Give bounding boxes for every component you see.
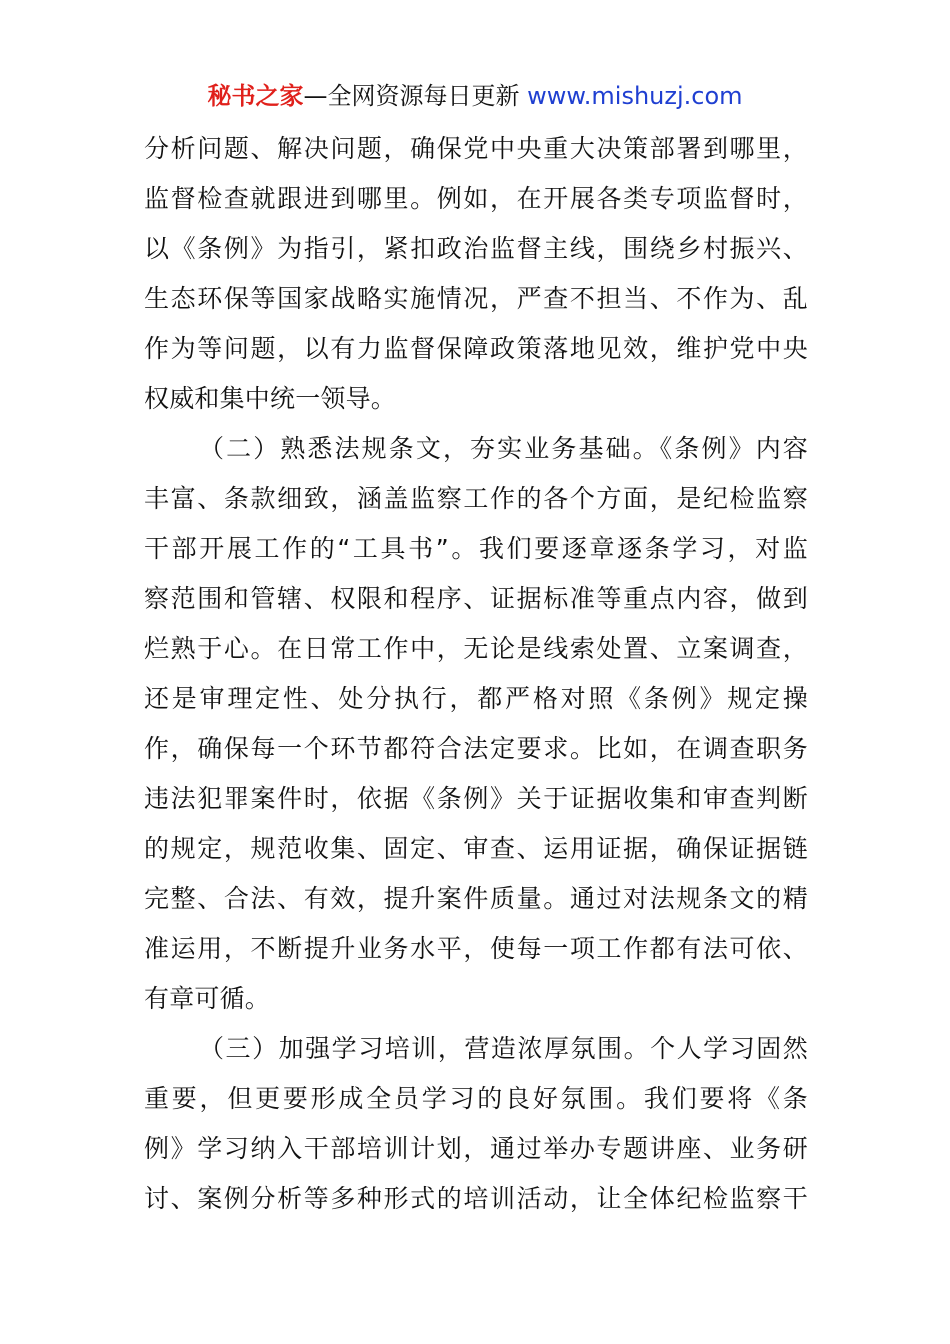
paragraph-2 <box>144 424 808 1024</box>
text-line: 干部开展工作的“工具书”。我们要逐章逐条学习，对监 <box>144 534 808 563</box>
text-line: 生态环保等国家战略实施情况，严查不担当、不作为、乱 <box>144 284 808 313</box>
text-line: 的规定，规范收集、固定、审查、运用证据，确保证据链 <box>144 834 808 863</box>
site-url-link[interactable]: www.mishuzj.com <box>527 82 743 110</box>
text-line: 讨、案例分析等多种形式的培训活动，让全体纪检监察干 <box>144 1184 808 1213</box>
text-line: 以《条例》为指引，紧扣政治监督主线，围绕乡村振兴、 <box>144 234 808 263</box>
brand-name: 秘书之家 <box>207 82 304 110</box>
site-header <box>0 80 950 112</box>
paragraph-3 <box>144 1024 808 1224</box>
text-line: 丰富、条款细致，涵盖监察工作的各个方面，是纪检监察 <box>144 484 808 513</box>
text-line: 重要，但更要形成全员学习的良好氛围。我们要将《条 <box>144 1084 808 1113</box>
text-line: 察范围和管辖、权限和程序、证据标准等重点内容，做到 <box>144 584 808 613</box>
text-line: 分析问题、解决问题，确保党中央重大决策部署到哪里， <box>144 134 808 163</box>
text-line: 作为等问题，以有力监督保障政策落地见效，维护党中央 <box>144 334 808 363</box>
text-line: 例》学习纳入干部培训计划，通过举办专题讲座、业务研 <box>144 1134 808 1163</box>
text-line: 还是审理定性、处分执行，都严格对照《条例》规定操 <box>144 684 808 713</box>
text-line: 有章可循。 <box>144 984 271 1013</box>
paragraph-1 <box>144 124 808 424</box>
text-line: （三）加强学习培训，营造浓厚氛围。个人学习固然 <box>199 1034 808 1063</box>
text-line: 违法犯罪案件时，依据《条例》关于证据收集和审查判断 <box>144 784 808 813</box>
text-line: 烂熟于心。在日常工作中，无论是线索处置、立案调查， <box>144 634 808 663</box>
text-line: 作，确保每一个环节都符合法定要求。比如，在调查职务 <box>144 734 808 763</box>
header-tagline: —全网资源每日更新 <box>303 82 528 110</box>
text-line: （二）熟悉法规条文，夯实业务基础。《条例》内容 <box>199 434 808 463</box>
text-line: 准运用，不断提升业务水平，使每一项工作都有法可依、 <box>144 934 808 963</box>
text-line: 监督检查就跟进到哪里。例如，在开展各类专项监督时， <box>144 184 808 213</box>
document-body <box>144 124 808 1224</box>
text-line: 完整、合法、有效，提升案件质量。通过对法规条文的精 <box>144 884 808 913</box>
text-line: 权威和集中统一领导。 <box>144 384 397 413</box>
